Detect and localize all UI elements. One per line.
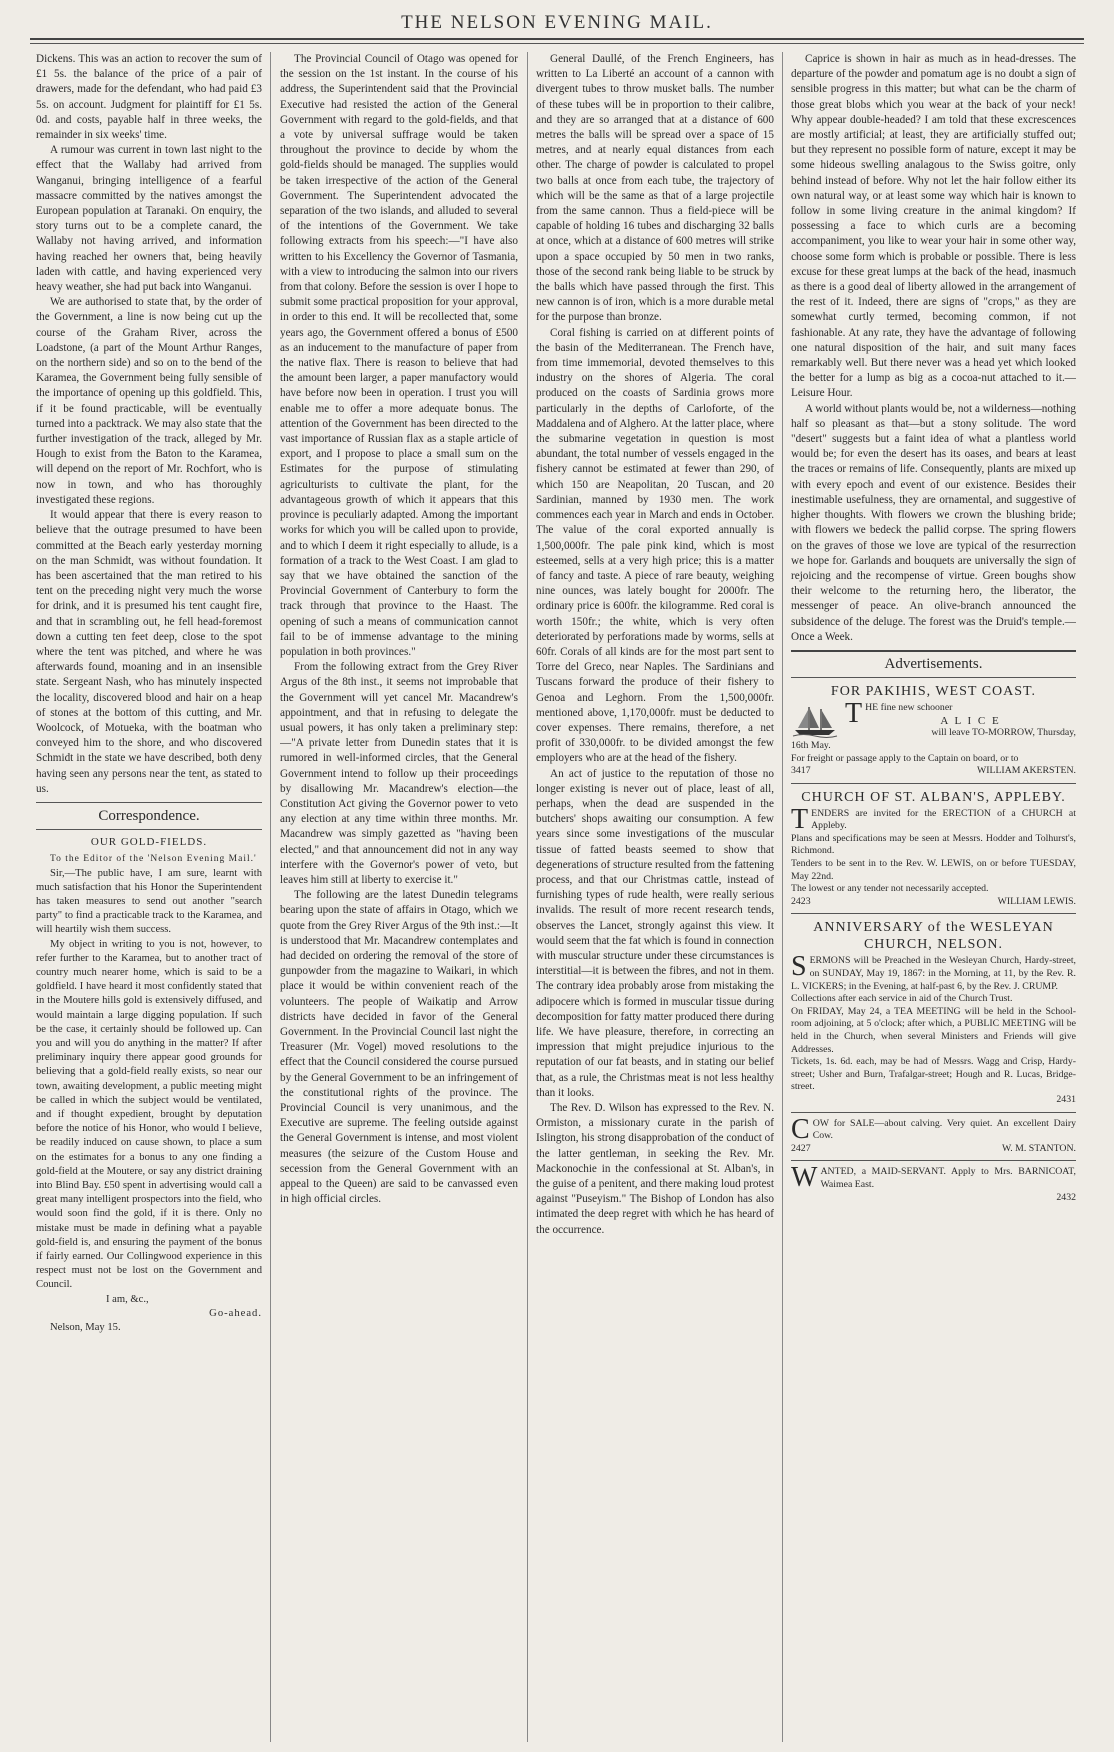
ad-text: HE fine new schooner [865,702,953,714]
section-rule [36,829,262,830]
article-paragraph: A rumour was current in town last night to the effect that the Wallaby had arrived from Wanganui, bringing intelligence of a fearful massacre committed by the natives amongst the European population at Taranaki. On enquiry, the story turns out to be a complete canard, the Wallaby not having arrived, and information having reached her owners that, being heavily laden with cattle, and having experienced very heavy weather, she had put back into Wanganui. [36,144,262,294]
drop-cap: T [791,803,809,835]
column-2 [280,52,518,1742]
letter-address: To the Editor of the 'Nelson Evening Mail.' [50,854,257,865]
ad-signature: WILLIAM LEWIS. [997,895,1076,907]
article-paragraph: The following are the latest Dunedin telegrams bearing upon the state of affairs in Otago, which we quote from the Grey River Argus of the 9th inst.:—It is understood that Mr. Macandrew contemplates and had decided on ordering the removal of the store of gunpowder from the magazine to Waikari, in which place it would be within convenient reach of the volunteers. The people of Waikatip and Arrow districts have decided in favor of the General Government. In the Provincial Council last night the Treasurer (Mr. Vogel) moved resolutions to the effect that the Council considered the course pursued by the General Government to be an infringement of the constitutional rights of the province. The Provincial Council is very unanimous, and the Executive are supreme. The feeling outside against the General Government is intense, and most violent measures (the seizure of the Custom House and secession from the General Government with an appeal to the Queen) are said to be canvassed even in high official circles. [280,889,518,1206]
ad-body: Tickets, 1s. 6d. each, may be had of Messrs. Wagg and Crisp, Hardy-street; Usher and Burn, Trafalgar-street; Hough and R. Lucas, Bridge-street. [791,1056,1076,1093]
masthead-rule [30,38,1084,40]
article-paragraph: An act of justice to the reputation of those no longer existing is never out of place, least of all, perhaps, when the dead are suspended in the butchers' shops awaiting our consumption. A few years since some investigations of the muscular tissue of fatted beasts seemed to show that degenerations of structure resulted from the fattening process, and that our Christmas cattle, instead of furnishing types of rude health, were really serious invalids. The result of more recent research tends, observes the Lancet, strongly against this view. It would seem that the fat which is found in connection with muscular structure under these circumstances is interstitial—it is between the fibres, and not in them. The contrary idea probably arose from mistaking the adipocere which is formed in muscular tissue during decomposition for fatty matter produced there during life. We have pleasure, therefore, in correcting an impression that might prejudice injurious to the reputation of our fat beasts, and in stating our belief that, as a rule, the Christmas meat is not less healthy than it looks. [536,767,774,1099]
ad-wesleyan-anniversary [791,919,1076,1106]
ad-schooner [791,683,1076,778]
ad-cow-for-sale [791,1113,1076,1156]
column-divider [527,52,528,1742]
advertisements-heading: Advertisements. [884,655,983,672]
article-paragraph: It would appear that there is every reason to believe that the outrage presumed to have been committed at the Beach early yesterday morning on the man Schmidt, was without foundation. It has been ascertained that the man retired to his tent on the preceding night very much the worse for drink, and it is presumed his tent caught fire, and that in scrambling out, he fell head-foremost down a cutting ten feet deep, close to the spot where the tent was pitched, and where he was afterwards found, moaning and in an insensible state. Sergeant Nash, who has minutely inspected the locality, discovered blood and hair on a heap of stones at the bottom of this cutting, and Mr. Woolcock, of Motueka, with the boatman who conveyed him to the shore, and who discovered Schmidt in the state we have described, both deny having seen any persons near the tent, as stated to us. [36,509,262,795]
column-divider [270,52,271,1742]
section-rule [791,1160,1076,1161]
letter-paragraph: Sir,—The public have, I am sure, learnt with much satisfaction that his Honor the Superintendent has taken measures to send out another "search party" to find a practicable track to the Karamea, and will heartily wish them success. [36,867,262,936]
letter-signature: Go-ahead. [209,1307,262,1319]
ad-number: 2432 [1056,1191,1076,1203]
ad-signature: WILLIAM AKERSTEN. [976,765,1076,777]
masthead-rule-thin [30,43,1084,44]
column-4 [791,52,1076,1742]
drop-cap: C [791,1113,810,1145]
column-3 [536,52,774,1742]
article-paragraph: Dickens. This was an action to recover the sum of £1 5s. the balance of the price of a pair of drawers, made for the defendant, who had paid £3 5s. on account. Judgment for plaintiff for £1 5s. 0d. and costs, payable half in three weeks, the remainder in six weeks' time. [36,53,262,142]
column-divider [782,52,783,1742]
ad-footer [791,1143,1076,1156]
section-rule [36,802,262,803]
ad-text: OW for SALE—about calving. Very quiet. An excellent Dairy Cow. [812,1117,1076,1142]
ad-church-tenders [791,789,1076,909]
ad-text: ENDERS are invited for the ERECTION of a CHURCH at Appleby. [811,807,1076,832]
ad-body [791,803,1076,835]
ad-body: For freight or passage apply to the Captain on board, or to [791,752,1019,764]
ad-footer [791,765,1076,778]
letter-paragraph: My object in writing to you is not, however, to refer further to the Karamea, but to another tract of country much nearer home, which is said to be a goldfield. I have heard it most confidently stated that in the Moutere hills gold is extensively diffused, and would maintain a large digging population. If such be the case, it certainly should be followed up. Can you and will you do anything in the matter? If after preliminary inquiry there appear good grounds for believing that a gold-field really exists, so near our town, awaiting development, a public meeting might be called in which the subject would be ventilated, and if thought expedient, brought by deputation before the notice of his Honor, who would I believe, be readily induced on cause shown, to place a sum on the estimates for a bonus to any one finding a gold-field at the Moutere, or say any district draining into Blind Bay. £50 spent in advertising would call a great many intelligent prospectors into the field, who would soon find the gold, if it is there. Only no mistake must be made in defining what a payable gold-field is, and ensuring the payment of the bonus if fairly earned. Our Collingwood experience in this respect must not be lost on the Government and Council. [36,938,262,1291]
article-paragraph: Coral fishing is carried on at different points of the basin of the Mediterranean. The French have, from time immemorial, devoted themselves to this industry on the shores of Algeria. The coral produced on the coasts of Sardinia grows more particularly in the depths of Carloforte, of the Maddalena and of Alghero. At the latter place, where the submarine vegetation in question is most abundant, the total number of vessels engaged in the fishery cannot be estimated at fewer than 290, of which 150 are Neapolitan, 20 Tuscan, and 20 Sardinian, manned by 1930 men. The work commences each year in March and ends in October. The value of the coral exported annually is 1,500,000fr. The pale pink kind, which is most esteemed, sells at a very high price; this is a matter of fancy and taste. A piece of rare beauty, weighing nine ounces, was lately bought for 2000fr. The ordinary price is 600fr. the kilogramme. Red coral is worth 150fr.; the white, which is very often deteriorated by perforations made by worms, sells at 60fr. Corals of all kinds are for the most part sent to Torre del Greco, near Naples. The Sardinians and Tuscans forward the produce of their fishery to Genoa and Leghorn. From the 1,500,000fr. mentioned above, 1,170,000fr. must be deducted to cover expenses. There remains, therefore, a net profit of 330,000fr. to be divided amongst the few employers who are at the head of the fishery. [536,326,774,765]
drop-cap: S [791,951,807,983]
drop-cap: W [791,1162,818,1194]
ad-body: The lowest or any tender not necessarily accepted. [791,883,989,895]
ad-heading: FOR PAKIHIS, WEST COAST. [830,684,1037,700]
section-rule [791,783,1076,784]
ad-footer [791,896,1076,909]
article-paragraph: The Provincial Council of Otago was opened for the session on the 1st instant. In the course of his address, the Superintendent said that the Provincial Executive had resisted the action of the General Government with regard to the gold-fields, and that a vote by universal suffrage would be taken throughout the province to decide by whom the gold-fields should be managed. The supplies would be taken irrespective of the action of the General Government. The Superintendent advocated the separation of the two islands, and alluded to several of the intentions of the Government. We take following extracts from his speech:—"I have also written to his Excellency the Governor of Tasmania, with a view to introducing the salmon into our rivers from that colony. Before the session is over I hope to submit some practical proposition for your approval, in order to this end. It will be recollected that, some years ago, the Government offered a bonus of £500 as an inducement to the manufacture of paper from the native flax. There is reason to believe that had the amount been larger, a paper manufactory would have before now been in operation. I trust you will enable me to offer a more adequate bonus. The attention of the Government has been directed to the vast importance of Russian flax as a staple article of export, and I propose to place a small sum on the Estimates for the purpose of stimulating agriculturists to cultivate the plant, for the advantageous growth of which it appears that this province is peculiarly adapted. Among the important works for which you will be called upon to provide, and to which I deem it right especially to allude, is a formation of a track to the West Coast. I am glad to say that we have obtained the sanction of the Provincial Government of Canterbury to form the track through that province to the Haast. The opening of such a means of communication cannot fail to be of immense advantage to the mining population in both provinces." [280,53,518,658]
ad-maid-servant [791,1162,1076,1204]
ad-text: ERMONS will be Preached in the Wesleyan Church, Hardy-street, on SUNDAY, May 19, 1867: in the Morning, at 11, by the Rev. R. L. VICKERS; in the Evening, at half-past 6, by the Rev. J. CRUMP. [791,955,1076,992]
ad-body: Collections after each service in aid of the Church Trust. [791,993,1013,1005]
ad-body: Plans and specifications may be seen at Messrs. Hodder and Tolhurst's, Richmond. [791,832,1076,857]
masthead: THE NELSON EVENING MAIL. [401,12,713,33]
letter-body [36,852,262,1335]
correspondence-heading: Correspondence. [98,807,200,824]
section-rule [791,650,1076,652]
letter-dateline: Nelson, May 15. [50,1322,121,1334]
ad-number: 2431 [1056,1093,1076,1105]
drop-cap: T [845,698,863,730]
ship-icon [791,704,839,738]
section-rule [791,677,1076,678]
ad-text: ANTED, a MAID-SERVANT. Apply to Mrs. BARNICOAT, Waimea East. [820,1166,1076,1190]
article-paragraph: From the following extract from the Grey River Argus of the 8th inst., it seems not improbable that the Government will yet cancel Mr. Macandrew's appointment, and that in refusing to delegate the usual powers, it has only taken a preliminary step:—"A private letter from Dunedin states that it is rumored in well-informed circles, that the General Government intend to follow up their proceedings by disallowing Mr. Macandrew's election—the Constitution Act giving the Governor power to veto any election at any time within three months. Mr. Macandrew was simply gazetted as "having been elected," and that announcement did not in any way interfere with the Governor's power of veto, but leaves him still at liberty to exercise it." [280,661,518,886]
ad-body [791,951,1076,993]
article-paragraph: A world without plants would be, not a wilderness—nothing half so pleasant as that—but a stony solitude. The word "desert" suggests but a faint idea of what a plantless world would be; for even the desert has its oases, and bears at least the traces or remains of life. Consequently, plants are mixed up with every epoch and event of our existence. Besides their inestimable usefulness, they are ornamental, and suggestive of higher thoughts. With flowers we crown the blushing bride; with flowers we bedeck the pallid corpse. The spring flowers on the graves of those we love are typical of the resurrection we hope for. Garlands and bouquets are universally the sign of rejoicing and the recompense of virtue. Green boughs show their welcome to the returning hero, the liberator, the messenger of peace. An olive-branch announced the subsidence of the deluge. The forest was the Druid's temple.—Once a Week. [791,402,1076,643]
ad-line: 16th May. [791,739,831,751]
ad-heading: CHURCH OF ST. ALBAN'S, APPLEBY. [801,789,1066,805]
ad-line: will leave TO-MORROW, Thursday, [931,727,1076,739]
ad-heading: ANNIVERSARY of the WESLEYAN CHURCH, NELSON. [813,920,1054,953]
ad-body [791,1162,1076,1194]
article-paragraph: Caprice is shown in hair as much as in head-dresses. The departure of the powder and pomatum age is no doubt a sign of sensible progress in this matter; but what can be the charm of those great blobs which you wear at the back of your neck! Why appear double-headed? I am told that these excrescences are mostly artificial; at least, they are artificially stuffed out; but they represent no possible form of nature, except it may be some hideous swelling analagous to the Swiss goitre, only behind instead of before. Why not let the hair follow either its own natural way, or at least some way which hair is known to follow in some living creature in the animal kingdom? If possessing a face to which curls are a becoming accompaniment, you like to wear your hair in some other way, choose some form which is probable or possible. There is less excuse for these great lumps at the back of the head, inasmuch as there is a good deal of liberty allowed in the arrangement of the rest of it. Indeed, there are signs of "crops," as they are somewhat curtly termed, becoming common, if not fashionable. At any rate, they have the advantage of following one natural disposition of the hair, and suit many faces remarkably well. But there never was a head yet which looked the better for a lump as big as a cocoa-nut attached to it.—Leisure Hour. [791,53,1076,400]
letter-title: OUR GOLD-FIELDS. [90,836,208,849]
ad-body: On FRIDAY, May 24, a TEA MEETING will be held in the School-room adjoining, at 5 o'clock; after which, a PUBLIC MEETING will be held in the Church, when several Ministers and Friends will give Addresses. [791,1005,1076,1055]
ship-name: A L I C E [940,714,1001,727]
ad-number: 2427 [791,1142,811,1154]
section-rule [791,1112,1076,1113]
ad-body: Tenders to be sent in to the Rev. W. LEWIS, on or before TUESDAY, May 22nd. [791,858,1076,882]
article-paragraph: General Daullé, of the French Engineers, has written to La Liberté an account of a cannon with divergent tubes to throw musket balls. The number of these tubes will be in proportion to their calibre, and they are so arranged that at a distance of 600 metres the balls will be spread over a space of 15 metres, and at nearly equal distances from each other. The charge of powder is calculated to propel two balls at once from each tube, the trajectory of which will be the same as that of a large projectile from the same cannon. Thus a field-piece will be capable of holding 16 tubes and discharging 32 balls at once, which at a distance of 600 metres will strike upon a space occupied by 50 men in two ranks, those of the second rank being liable to be struck by the balls which have passed through the first. This new cannon is of iron, which is a more durable metal for the purpose than bronze. [536,53,774,324]
ad-number: 2423 [791,895,811,907]
article-paragraph: The Rev. D. Wilson has expressed to the Rev. N. Ormiston, a missionary curate in the parish of Islington, his strong disapprobation of the conduct of the latter gentleman, in seeking the Rev. Mr. Mackonochie in the confessional at St. Alban's, in the guise of a penitent, and there making loud protest against "Puseyism." The Bishop of London has also intimated the deep regret with which he has heard of the occurrence. [536,1102,774,1236]
section-rule [791,913,1076,914]
article-paragraph: We are authorised to state that, by the order of the Government, a line is now being cut up the course of the Graham River, across the Loadstone, (a part of the Mount Arthur Ranges, on the northern side) and so on to the bend of the Karamea, the Government being fully sensible of the importance of opening up this goldfield. This, if it be found practicable, will be eventually turned into a packtrack. We may also state that the further investigation of the track, alleged by Mr. Hough to exist from the Baton to the Karamea, will depend on the report of Mr. Rochfort, who is now in town, and who has thoroughly investigated these regions. [36,296,262,506]
column-1 [36,52,262,1742]
letter-closing: I am, &c., [106,1293,149,1305]
ad-body [791,1113,1076,1145]
ad-signature: W. M. STANTON. [1001,1142,1076,1154]
ad-number: 3417 [791,765,811,777]
